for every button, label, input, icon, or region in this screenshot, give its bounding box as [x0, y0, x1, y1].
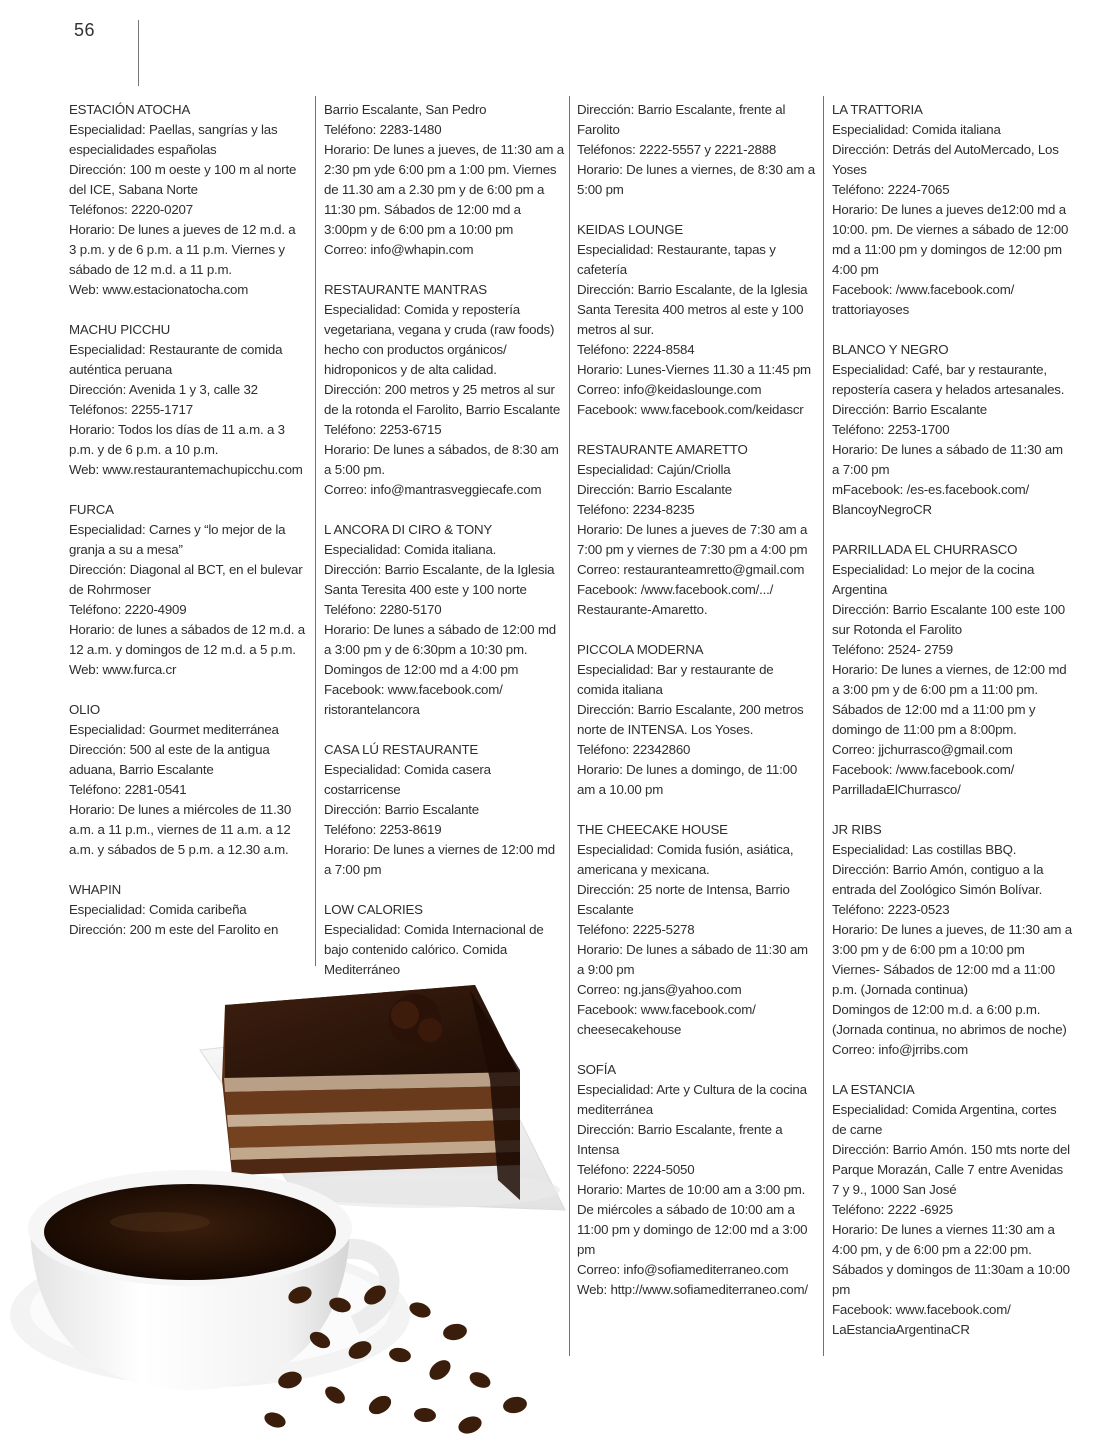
- restaurant-detail: Dirección: Barrio Escalante, frente al Farolito: [577, 102, 786, 137]
- restaurant-detail: Facebook: /www.facebook.com/ trattoriayoses: [832, 282, 1015, 317]
- restaurant-detail: Horario: De lunes a jueves de 12 m.d. a 3 p.m. y de 6 p.m. a 11 p.m. Viernes y sábado de 12 m.d. a 11 p.m.: [69, 222, 296, 277]
- restaurant-entry: [324, 520, 564, 720]
- restaurant-detail: Especialidad: Bar y restaurante de comida italiana: [577, 662, 774, 697]
- restaurant-detail: Dirección: Barrio Escalante, frente a Intensa: [577, 1122, 783, 1157]
- restaurant-entry: [832, 340, 1072, 520]
- restaurant-detail: Especialidad: Comida y repostería vegetariana, vegana y cruda (raw foods) hecho con productos orgánicos/ hidroponicos y de alta calidad.: [324, 302, 555, 377]
- restaurant-entry: [69, 880, 305, 940]
- restaurant-detail: Especialidad: Paellas, sangrías y las especialidades españolas: [69, 122, 278, 157]
- restaurant-name: BLANCO Y NEGRO: [832, 342, 949, 357]
- restaurant-detail: Especialidad: Cajún/Criolla: [577, 462, 731, 477]
- restaurant-detail: Dirección: Barrio Escalante 100 este 100 sur Rotonda el Farolito: [832, 602, 1065, 637]
- restaurant-detail: Web: http://www.sofiamediterraneo.com/: [577, 1282, 808, 1297]
- restaurant-entry: [69, 320, 305, 480]
- restaurant-detail: Dirección: 200 metros y 25 metros al sur de la rotonda el Farolito, Barrio Escalante: [324, 382, 561, 417]
- restaurant-detail: Horario: De lunes a viernes, de 8:30 am a 5:00 pm: [577, 162, 815, 197]
- restaurant-name: PARRILLADA EL CHURRASCO: [832, 542, 1018, 557]
- restaurant-detail: Horario: De lunes a sábado de 11:30 am a 9:00 pm: [577, 942, 808, 977]
- restaurant-detail: Correo: ng.jans@yahoo.com: [577, 982, 742, 997]
- restaurant-name: LOW CALORIES: [324, 902, 423, 917]
- restaurant-entry: [832, 540, 1072, 800]
- restaurant-detail: Web: www.estacionatocha.com: [69, 282, 249, 297]
- restaurant-detail: Dirección: 25 norte de Intensa, Barrio Escalante: [577, 882, 790, 917]
- restaurant-detail: Facebook: www.facebook.com/keidascr: [577, 402, 804, 417]
- restaurant-detail: Dirección: Avenida 1 y 3, calle 32: [69, 382, 258, 397]
- restaurant-detail: Dirección: Barrio Escalante, de la Iglesia Santa Teresita 400 metros al este y 100 metros al sur.: [577, 282, 808, 337]
- restaurant-name: CASA LÚ RESTAURANTE: [324, 742, 479, 757]
- restaurant-name: THE CHEECAKE HOUSE: [577, 822, 728, 837]
- restaurant-detail: Dirección: Barrio Escalante: [577, 482, 732, 497]
- restaurant-detail: Correo: info@keidaslounge.com: [577, 382, 762, 397]
- restaurant-entry: [577, 100, 817, 200]
- restaurant-name: MACHU PICCHU: [69, 322, 171, 337]
- restaurant-entry: [577, 220, 817, 420]
- restaurant-detail: Web: www.furca.cr: [69, 662, 177, 677]
- page-number: 56: [74, 20, 96, 40]
- restaurant-detail: Teléfonos: 2255-1717: [69, 402, 193, 417]
- restaurant-entry: [69, 100, 305, 300]
- restaurant-detail: Facebook: /www.facebook.com/ ParrilladaElChurrasco/: [832, 762, 1015, 797]
- restaurant-detail: Domingos de 12:00 m.d. a 6:00 p.m. (Jornada continua, no abrimos de noche): [832, 1002, 1067, 1037]
- restaurant-detail: Barrio Escalante, San Pedro: [324, 102, 487, 117]
- restaurant-detail: Horario: De lunes a sábados, de 8:30 am a 5:00 pm.: [324, 442, 559, 477]
- directory-column-3: [577, 100, 817, 1320]
- restaurant-name: OLIO: [69, 702, 100, 717]
- restaurant-detail: Dirección: Barrio Amón, contiguo a la entrada del Zoológico Simón Bolívar.: [832, 862, 1044, 897]
- restaurant-detail: Dirección: Barrio Escalante: [324, 802, 479, 817]
- restaurant-detail: Horario: De lunes a sábado de 12:00 md a 3:00 pm y de 6:30pm a 10:30 pm. Domingos de 12:00 md a 4:00 pm: [324, 622, 556, 677]
- restaurant-name: LA TRATTORIA: [832, 102, 923, 117]
- restaurant-detail: Especialidad: Comida Argentina, cortes de carne: [832, 1102, 1057, 1137]
- restaurant-detail: Horario: De lunes a jueves, de 11:30 am a 3:00 pm y de 6:00 pm a 10:00 pm Viernes- Sábados de 12:00 md a 11:00 p.m. (Jornada continua): [832, 922, 1072, 997]
- restaurant-detail: Horario: De lunes a viernes, de 12:00 md a 3:00 pm y de 6:00 pm a 11:00 pm. Sábados de 12:00 md a 11:00 pm y domingo de 11:00 pm a 8:00pm.: [832, 662, 1067, 737]
- restaurant-detail: Teléfono: 2280-5170: [324, 602, 442, 617]
- restaurant-detail: Facebook: www.facebook.com/ ristorantelancora: [324, 682, 503, 717]
- restaurant-detail: Especialidad: Comida casera costarricense: [324, 762, 491, 797]
- header-divider: [138, 20, 139, 86]
- restaurant-detail: Teléfono: 2224-7065: [832, 182, 950, 197]
- restaurant-detail: Especialidad: Comida fusión, asiática, americana y mexicana.: [577, 842, 794, 877]
- restaurant-detail: Horario: de lunes a sábados de 12 m.d. a 12 a.m. y domingos de 12 m.d. a 5 p.m.: [69, 622, 305, 657]
- restaurant-detail: Dirección: Barrio Escalante, 200 metros norte de INTENSA. Los Yoses.: [577, 702, 804, 737]
- restaurant-detail: Facebook: www.facebook.com/ LaEstanciaArgentinaCR: [832, 1302, 1011, 1337]
- restaurant-detail: Horario: Lunes-Viernes 11.30 a 11:45 pm: [577, 362, 811, 377]
- restaurant-detail: Especialidad: Gourmet mediterránea: [69, 722, 279, 737]
- column-divider-3: [823, 96, 824, 1356]
- restaurant-detail: Horario: De lunes a miércoles de 11.30 a.m. a 11 p.m., viernes de 11 a.m. a 12 a.m. y sábados de 5 p.m. a 12.30 a.m.: [69, 802, 292, 857]
- restaurant-entry: [324, 100, 564, 260]
- restaurant-detail: Especialidad: Comida Internacional de bajo contenido calórico. Comida Mediterráneo: [324, 922, 544, 977]
- restaurant-detail: Teléfono: 2223-0523: [832, 902, 950, 917]
- restaurant-detail: Especialidad: Lo mejor de la cocina Argentina: [832, 562, 1035, 597]
- restaurant-name: LA ESTANCIA: [832, 1082, 915, 1097]
- column-divider-1: [315, 96, 316, 966]
- restaurant-entry: [324, 740, 564, 880]
- directory-column-4: [832, 100, 1072, 1360]
- restaurant-detail: Teléfono: 2524- 2759: [832, 642, 953, 657]
- restaurant-name: JR RIBS: [832, 822, 882, 837]
- restaurant-detail: Dirección: 100 m oeste y 100 m al norte del ICE, Sabana Norte: [69, 162, 297, 197]
- restaurant-entry: [69, 700, 305, 860]
- restaurant-detail: mFacebook: /es-es.facebook.com/ BlancoyNegroCR: [832, 482, 1030, 517]
- restaurant-detail: Especialidad: Comida italiana.: [324, 542, 497, 557]
- restaurant-name: SOFÍA: [577, 1062, 616, 1077]
- restaurant-detail: Teléfono: 2281-0541: [69, 782, 187, 797]
- restaurant-detail: Horario: De lunes a viernes 11:30 am a 4:00 pm, y de 6:00 pm a 22:00 pm. Sábados y domingos de 11:30am a 10:00 pm: [832, 1222, 1070, 1297]
- coffee-and-cake-illustration: [0, 960, 570, 1443]
- restaurant-entry: [832, 820, 1072, 1060]
- restaurant-detail: Teléfono: 2253-8619: [324, 822, 442, 837]
- restaurant-detail: Correo: info@mantrasveggiecafe.com: [324, 482, 542, 497]
- restaurant-detail: Teléfonos: 2220-0207: [69, 202, 193, 217]
- restaurant-name: WHAPIN: [69, 882, 121, 897]
- restaurant-detail: Facebook: /www.facebook.com/.../ Restaurante-Amaretto.: [577, 582, 774, 617]
- directory-column-2: [324, 100, 564, 1000]
- restaurant-detail: Teléfono: 22342860: [577, 742, 691, 757]
- restaurant-detail: Teléfono: 2225-5278: [577, 922, 695, 937]
- directory-column-1: [69, 100, 305, 960]
- restaurant-detail: Web: www.restaurantemachupicchu.com: [69, 462, 303, 477]
- restaurant-detail: Dirección: 200 m este del Farolito en: [69, 922, 279, 937]
- restaurant-detail: Dirección: Barrio Escalante: [832, 402, 987, 417]
- restaurant-name: ESTACIÓN ATOCHA: [69, 102, 191, 117]
- restaurant-name: RESTAURANTE AMARETTO: [577, 442, 748, 457]
- restaurant-detail: Teléfono: 2224-5050: [577, 1162, 695, 1177]
- restaurant-detail: Correo: jjchurrasco@gmail.com: [832, 742, 1013, 757]
- restaurant-detail: Especialidad: Arte y Cultura de la cocina mediterránea: [577, 1082, 807, 1117]
- restaurant-detail: Correo: info@jrribs.com: [832, 1042, 968, 1057]
- restaurant-detail: Teléfono: 2253-1700: [832, 422, 950, 437]
- restaurant-entry: [577, 640, 817, 800]
- restaurant-name: RESTAURANTE MANTRAS: [324, 282, 487, 297]
- restaurant-entry: [832, 1080, 1072, 1340]
- restaurant-name: PICCOLA MODERNA: [577, 642, 704, 657]
- restaurant-detail: Teléfono: 2220-4909: [69, 602, 187, 617]
- restaurant-detail: Dirección: Barrio Amón. 150 mts norte del Parque Morazán, Calle 7 entre Avenidas 7 y 9., 1000 San José: [832, 1142, 1070, 1197]
- restaurant-name: FURCA: [69, 502, 114, 517]
- restaurant-detail: Teléfonos: 2222-5557 y 2221-2888: [577, 142, 777, 157]
- restaurant-detail: Correo: restauranteamretto@gmail.com: [577, 562, 805, 577]
- restaurant-detail: Especialidad: Las costillas BBQ.: [832, 842, 1017, 857]
- restaurant-detail: Dirección: Diagonal al BCT, en el bulevar de Rohrmoser: [69, 562, 303, 597]
- restaurant-detail: Correo: info@sofiamediterraneo.com: [577, 1262, 789, 1277]
- restaurant-entry: [577, 820, 817, 1040]
- restaurant-detail: Horario: Todos los días de 11 a.m. a 3 p.m. y de 6 p.m. a 10 p.m.: [69, 422, 285, 457]
- restaurant-detail: Teléfono: 2224-8584: [577, 342, 695, 357]
- restaurant-detail: Dirección: 500 al este de la antigua aduana, Barrio Escalante: [69, 742, 270, 777]
- restaurant-detail: Teléfono: 2253-6715: [324, 422, 442, 437]
- restaurant-detail: Especialidad: Comida italiana: [832, 122, 1001, 137]
- restaurant-entry: [577, 440, 817, 620]
- restaurant-entry: [324, 280, 564, 500]
- restaurant-detail: Dirección: Detrás del AutoMercado, Los Yoses: [832, 142, 1059, 177]
- restaurant-detail: Especialidad: Restaurante, tapas y cafetería: [577, 242, 776, 277]
- restaurant-detail: Especialidad: Carnes y “lo mejor de la granja a su a mesa”: [69, 522, 286, 557]
- restaurant-entry: [832, 100, 1072, 320]
- restaurant-detail: Teléfono: 2234-8235: [577, 502, 695, 517]
- restaurant-detail: Horario: De lunes a viernes de 12:00 md a 7:00 pm: [324, 842, 555, 877]
- restaurant-name: KEIDAS LOUNGE: [577, 222, 684, 237]
- restaurant-detail: Especialidad: Restaurante de comida auténtica peruana: [69, 342, 283, 377]
- restaurant-detail: Dirección: Barrio Escalante, de la Iglesia Santa Teresita 400 este y 100 norte: [324, 562, 555, 597]
- restaurant-detail: Horario: Martes de 10:00 am a 3:00 pm. De miércoles a sábado de 10:00 am a 11:00 pm y domingo de 12:00 md a 3:00 pm: [577, 1182, 808, 1257]
- restaurant-detail: Especialidad: Café, bar y restaurante, repostería casera y helados artesanales.: [832, 362, 1065, 397]
- restaurant-detail: Teléfono: 2222 -6925: [832, 1202, 953, 1217]
- restaurant-entry: [577, 1060, 817, 1300]
- restaurant-detail: Correo: info@whapin.com: [324, 242, 474, 257]
- restaurant-entry: [69, 500, 305, 680]
- restaurant-detail: Horario: De lunes a jueves de 7:30 am a 7:00 pm y viernes de 7:30 pm a 4:00 pm: [577, 522, 808, 557]
- restaurant-name: L ANCORA DI CIRO & TONY: [324, 522, 493, 537]
- restaurant-detail: Horario: De lunes a sábado de 11:30 am a 7:00 pm: [832, 442, 1063, 477]
- restaurant-detail: Horario: De lunes a domingo, de 11:00 am a 10.00 pm: [577, 762, 798, 797]
- restaurant-detail: Especialidad: Comida caribeña: [69, 902, 247, 917]
- restaurant-detail: Horario: De lunes a jueves, de 11:30 am a 2:30 pm yde 6:00 pm a 1:00 pm. Viernes de 11.30 am a 2.30 pm y de 6:00 pm a 11:30 pm. Sábados de 12:00 md a 3:00pm y de 6:00 pm a 10:00 pm: [324, 142, 564, 237]
- restaurant-detail: Facebook: www.facebook.com/ cheesecakehouse: [577, 1002, 756, 1037]
- restaurant-detail: Teléfono: 2283-1480: [324, 122, 442, 137]
- restaurant-detail: Horario: De lunes a jueves de12:00 md a 10:00. pm. De viernes a sábado de 12:00 md a 11:00 pm y domingos de 12:00 pm 4:00 pm: [832, 202, 1069, 277]
